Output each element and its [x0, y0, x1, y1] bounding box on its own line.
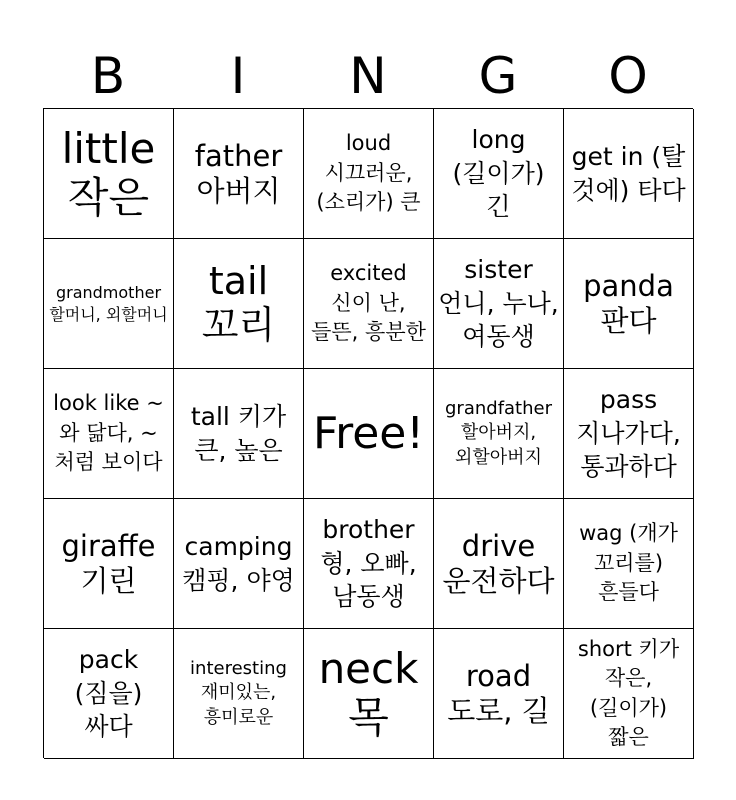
header-letter-o: O — [608, 47, 648, 105]
bingo-cell[interactable]: look like ~와 닮다, ~처럼 보이다 — [44, 369, 174, 499]
bingo-cell[interactable]: grandmother 할머니, 외할머니 — [44, 239, 174, 369]
bingo-cell[interactable]: drive 운전하다 — [434, 499, 564, 629]
bingo-cell[interactable]: tall 키가 큰, 높은 — [174, 369, 304, 499]
bingo-cell[interactable]: pass 지나가다, 통과하다 — [564, 369, 694, 499]
header-letter-g: G — [478, 47, 518, 105]
header-letter-i: I — [230, 47, 246, 105]
header-letter-b: B — [90, 47, 126, 105]
bingo-cell[interactable]: pack (짐을) 싸다 — [44, 629, 174, 759]
bingo-header — [43, 44, 693, 108]
bingo-cell[interactable]: grandfather 할아버지, 외할아버지 — [434, 369, 564, 499]
bingo-board — [43, 108, 693, 758]
bingo-cell[interactable]: wag (개가 꼬리를) 흔들다 — [564, 499, 694, 629]
bingo-cell[interactable]: sister 언니, 누나, 여동생 — [434, 239, 564, 369]
bingo-cell[interactable]: excited 신이 난, 들뜬, 흥분한 — [304, 239, 434, 369]
bingo-cell[interactable]: tail 꼬리 — [174, 239, 304, 369]
bingo-cell[interactable]: short 키가 작은, (길이가) 짧은 — [564, 629, 694, 759]
bingo-cell[interactable]: father 아버지 — [174, 109, 304, 239]
free-space-cell[interactable]: Free! — [304, 369, 434, 499]
bingo-cell[interactable]: giraffe 기린 — [44, 499, 174, 629]
bingo-cell[interactable]: loud 시끄러운, (소리가) 큰 — [304, 109, 434, 239]
bingo-cell[interactable]: panda 판다 — [564, 239, 694, 369]
bingo-cell[interactable]: little 작은 — [44, 109, 174, 239]
bingo-cell[interactable]: neck 목 — [304, 629, 434, 759]
header-letter-n: N — [349, 47, 387, 105]
bingo-cell[interactable]: long (길이가) 긴 — [434, 109, 564, 239]
bingo-cell[interactable]: interesting 재미있는, 흥미로운 — [174, 629, 304, 759]
bingo-cell[interactable]: get in (탈 것에) 타다 — [564, 109, 694, 239]
bingo-cell[interactable]: road 도로, 길 — [434, 629, 564, 759]
bingo-cell[interactable]: camping 캠핑, 야영 — [174, 499, 304, 629]
bingo-cell[interactable]: brother 형, 오빠, 남동생 — [304, 499, 434, 629]
